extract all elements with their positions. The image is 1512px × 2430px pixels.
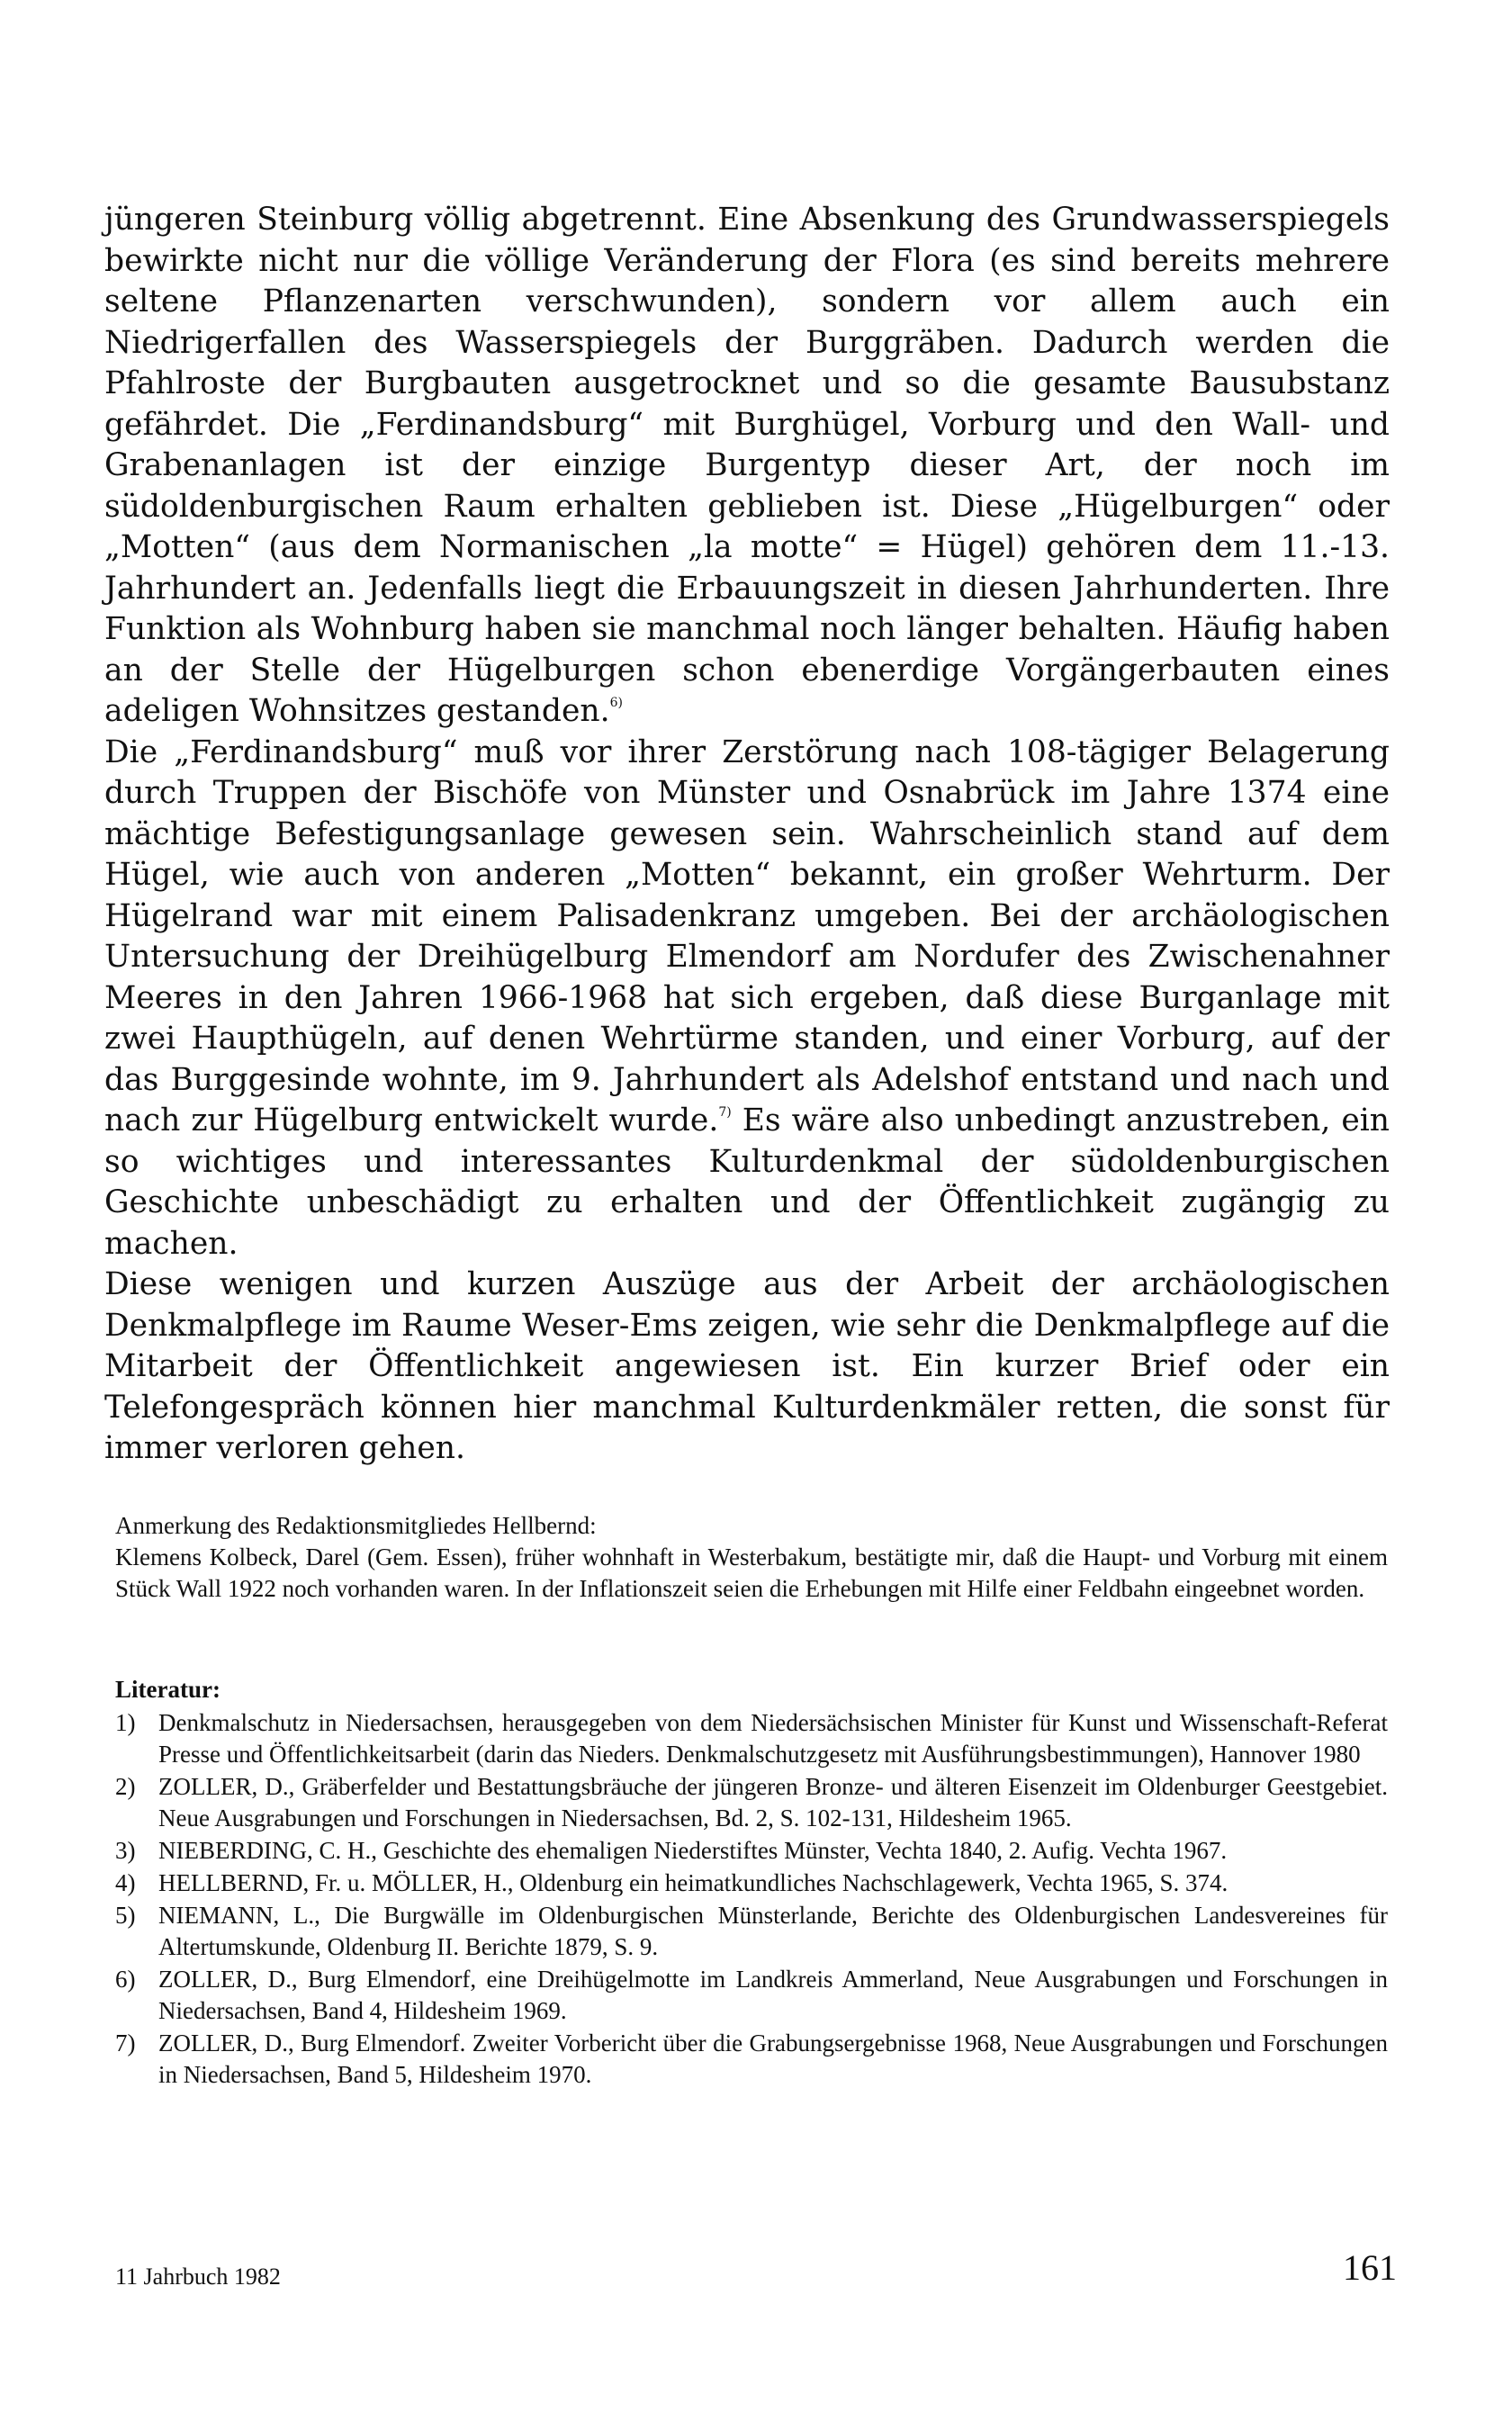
literature-item-text: HELLBERND, Fr. u. MÖLLER, H., Oldenburg ein heimatkundliches Nachschlagewerk, Vechta 1965, S. 374. — [158, 1869, 1228, 1896]
body-text-run: Es wäre also unbedingt anzustreben, ein so wichtiges und interessantes Kulturdenkmal der südoldenburgischen Geschichte unbeschädigt zu erhalten und der Öffentlichkeit zugängig zu machen. — [104, 1102, 1390, 1262]
literature-item-text: Denkmalschutz in Niedersachsen, herausgegeben von dem Niedersächsischen Minister für Kunst und Wissenschaft-Referat Presse und Öffentlichkeitsarbeit (darin das Nieders. Denkmalschutzgesetz mit Ausführungsbestimmungen), Hannover 1980 — [158, 1709, 1388, 1768]
literature-item — [115, 1707, 1388, 1770]
body-paragraph — [104, 1264, 1390, 1470]
literature-section — [115, 1674, 1388, 2092]
literature-item-number: 4) — [115, 1869, 136, 1896]
literature-item-number: 2) — [115, 1773, 136, 1800]
page-number: 161 — [1343, 2247, 1397, 2288]
literature-item — [115, 2028, 1388, 2091]
body-paragraph — [104, 200, 1390, 733]
literature-list — [115, 1707, 1388, 2091]
body-text-run: Diese wenigen und kurzen Auszüge aus der Arbeit der archäologischen Denkmalpflege im Raume Weser-Ems zeigen, wie sehr die Denkmalpflege auf die Mitarbeit der Öffentlichkeit angewiesen ist. Ein kurzer Brief oder ein Telefongespräch können hier manchmal Kulturdenkmäler retten, die sonst für immer verloren gehen. — [104, 1266, 1390, 1466]
literature-item-number: 5) — [115, 1902, 136, 1929]
literature-item-number: 7) — [115, 2030, 136, 2056]
editor-note-text: Klemens Kolbeck, Darel (Gem. Essen), früher wohnhaft in Westerbakum, bestätigte mir, daß die Haupt- und Vorburg mit einem Stück Wall 1922 noch vorhanden waren. In der Inflationszeit seien die Erhebungen mit Hilfe einer Feldbahn eingeebnet worden. — [115, 1544, 1388, 1602]
literature-item — [115, 1900, 1388, 1963]
body-text-run: jüngeren Steinburg völlig abgetrennt. Eine Absenkung des Grundwasserspiegels bewirkte nicht nur die völlige Veränderung der Flora (es sind bereits mehrere seltene Pflanzenarten verschwunden), sondern vor allem auch ein Niedrigerfallen des Wasserspiegels der Burggräben. Dadurch werden die Pfahlroste der Burgbauten ausgetrocknet und so die gesamte Bausubstanz gefährdet. Die „Ferdinandsburg“ mit Burghügel, Vorburg und den Wall- und Grabenanlagen ist der einzige Burgentyp dieser Art, der noch im südoldenburgischen Raum erhalten geblieben ist. Diese „Hügelburgen“ oder „Motten“ (aus dem Normanischen „la motte“ = Hügel) gehören dem 11.-13. Jahrhundert an. Jedenfalls liegt die Erbauungszeit in diesen Jahrhunderten. Ihre Funktion als Wohnburg haben sie manchmal noch länger behalten. Häufig haben an der Stelle der Hügelburgen schon ebenerdige Vorgängerbauten eines adeligen Wohnsitzes gestanden. — [104, 202, 1390, 729]
body-paragraph — [104, 733, 1390, 1265]
footer-publication: 11 Jahrbuch 1982 — [115, 2264, 281, 2290]
footnote-reference: 6) — [609, 696, 623, 710]
literature-item-text: NIEBERDING, C. H., Geschichte des ehemaligen Niederstiftes Münster, Vechta 1840, 2. Aufig. Vechta 1967. — [158, 1837, 1228, 1864]
literature-heading: Literatur: — [115, 1676, 220, 1703]
footnote-reference: 7) — [718, 1105, 732, 1120]
editor-note-heading: Anmerkung des Redaktionsmitgliedes Hellbernd: — [115, 1512, 597, 1539]
editor-note — [115, 1510, 1388, 1605]
literature-item-text: ZOLLER, D., Burg Elmendorf. Zweiter Vorbericht über die Grabungsergebnisse 1968, Neue Ausgrabungen und Forschungen in Niedersachsen, Band 5, Hildesheim 1970. — [158, 2030, 1388, 2088]
literature-item — [115, 1868, 1388, 1899]
literature-item-text: NIEMANN, L., Die Burgwälle im Oldenburgischen Münsterlande, Berichte des Oldenburgischen Landesvereines für Altertumskunde, Oldenburg II. Berichte 1879, S. 9. — [158, 1902, 1388, 1960]
literature-item-text: ZOLLER, D., Gräberfelder und Bestattungsbräuche der jüngeren Bronze- und älteren Eisenzeit im Oldenburger Geestgebiet. Neue Ausgrabungen und Forschungen in Niedersachsen, Bd. 2, S. 102-131, Hildesheim 1965. — [158, 1773, 1388, 1832]
literature-item-number: 6) — [115, 1966, 136, 1993]
main-body-text — [104, 200, 1390, 1470]
literature-item-text: ZOLLER, D., Burg Elmendorf, eine Dreihügelmotte im Landkreis Ammerland, Neue Ausgrabungen und Forschungen in Niedersachsen, Band 4, Hildesheim 1969. — [158, 1966, 1388, 2024]
body-text-run: Die „Ferdinandsburg“ muß vor ihrer Zerstörung nach 108-tägiger Belagerung durch Truppen der Bischöfe von Münster und Osnabrück im Jahre 1374 eine mächtige Befestigungsanlage gewesen sein. Wahrscheinlich stand auf dem Hügel, wie auch von anderen „Motten“ bekannt, ein großer Wehrturm. Der Hügelrand war mit einem Palisadenkranz umgeben. Bei der archäologischen Untersuchung der Dreihügelburg Elmendorf am Nordufer des Zwischenahner Meeres in den Jahren 1966-1968 hat sich ergeben, daß diese Burganlage mit zwei Haupthügeln, auf denen Wehrtürme standen, und einer Vorburg, auf der das Burggesinde wohnte, im 9. Jahrhundert als Adelshof entstand und nach und nach zur Hügelburg entwickelt wurde. — [104, 734, 1390, 1138]
literature-item — [115, 1835, 1388, 1867]
literature-item — [115, 1964, 1388, 2027]
literature-item-number: 3) — [115, 1837, 136, 1864]
literature-item — [115, 1771, 1388, 1834]
literature-item-number: 1) — [115, 1709, 136, 1736]
